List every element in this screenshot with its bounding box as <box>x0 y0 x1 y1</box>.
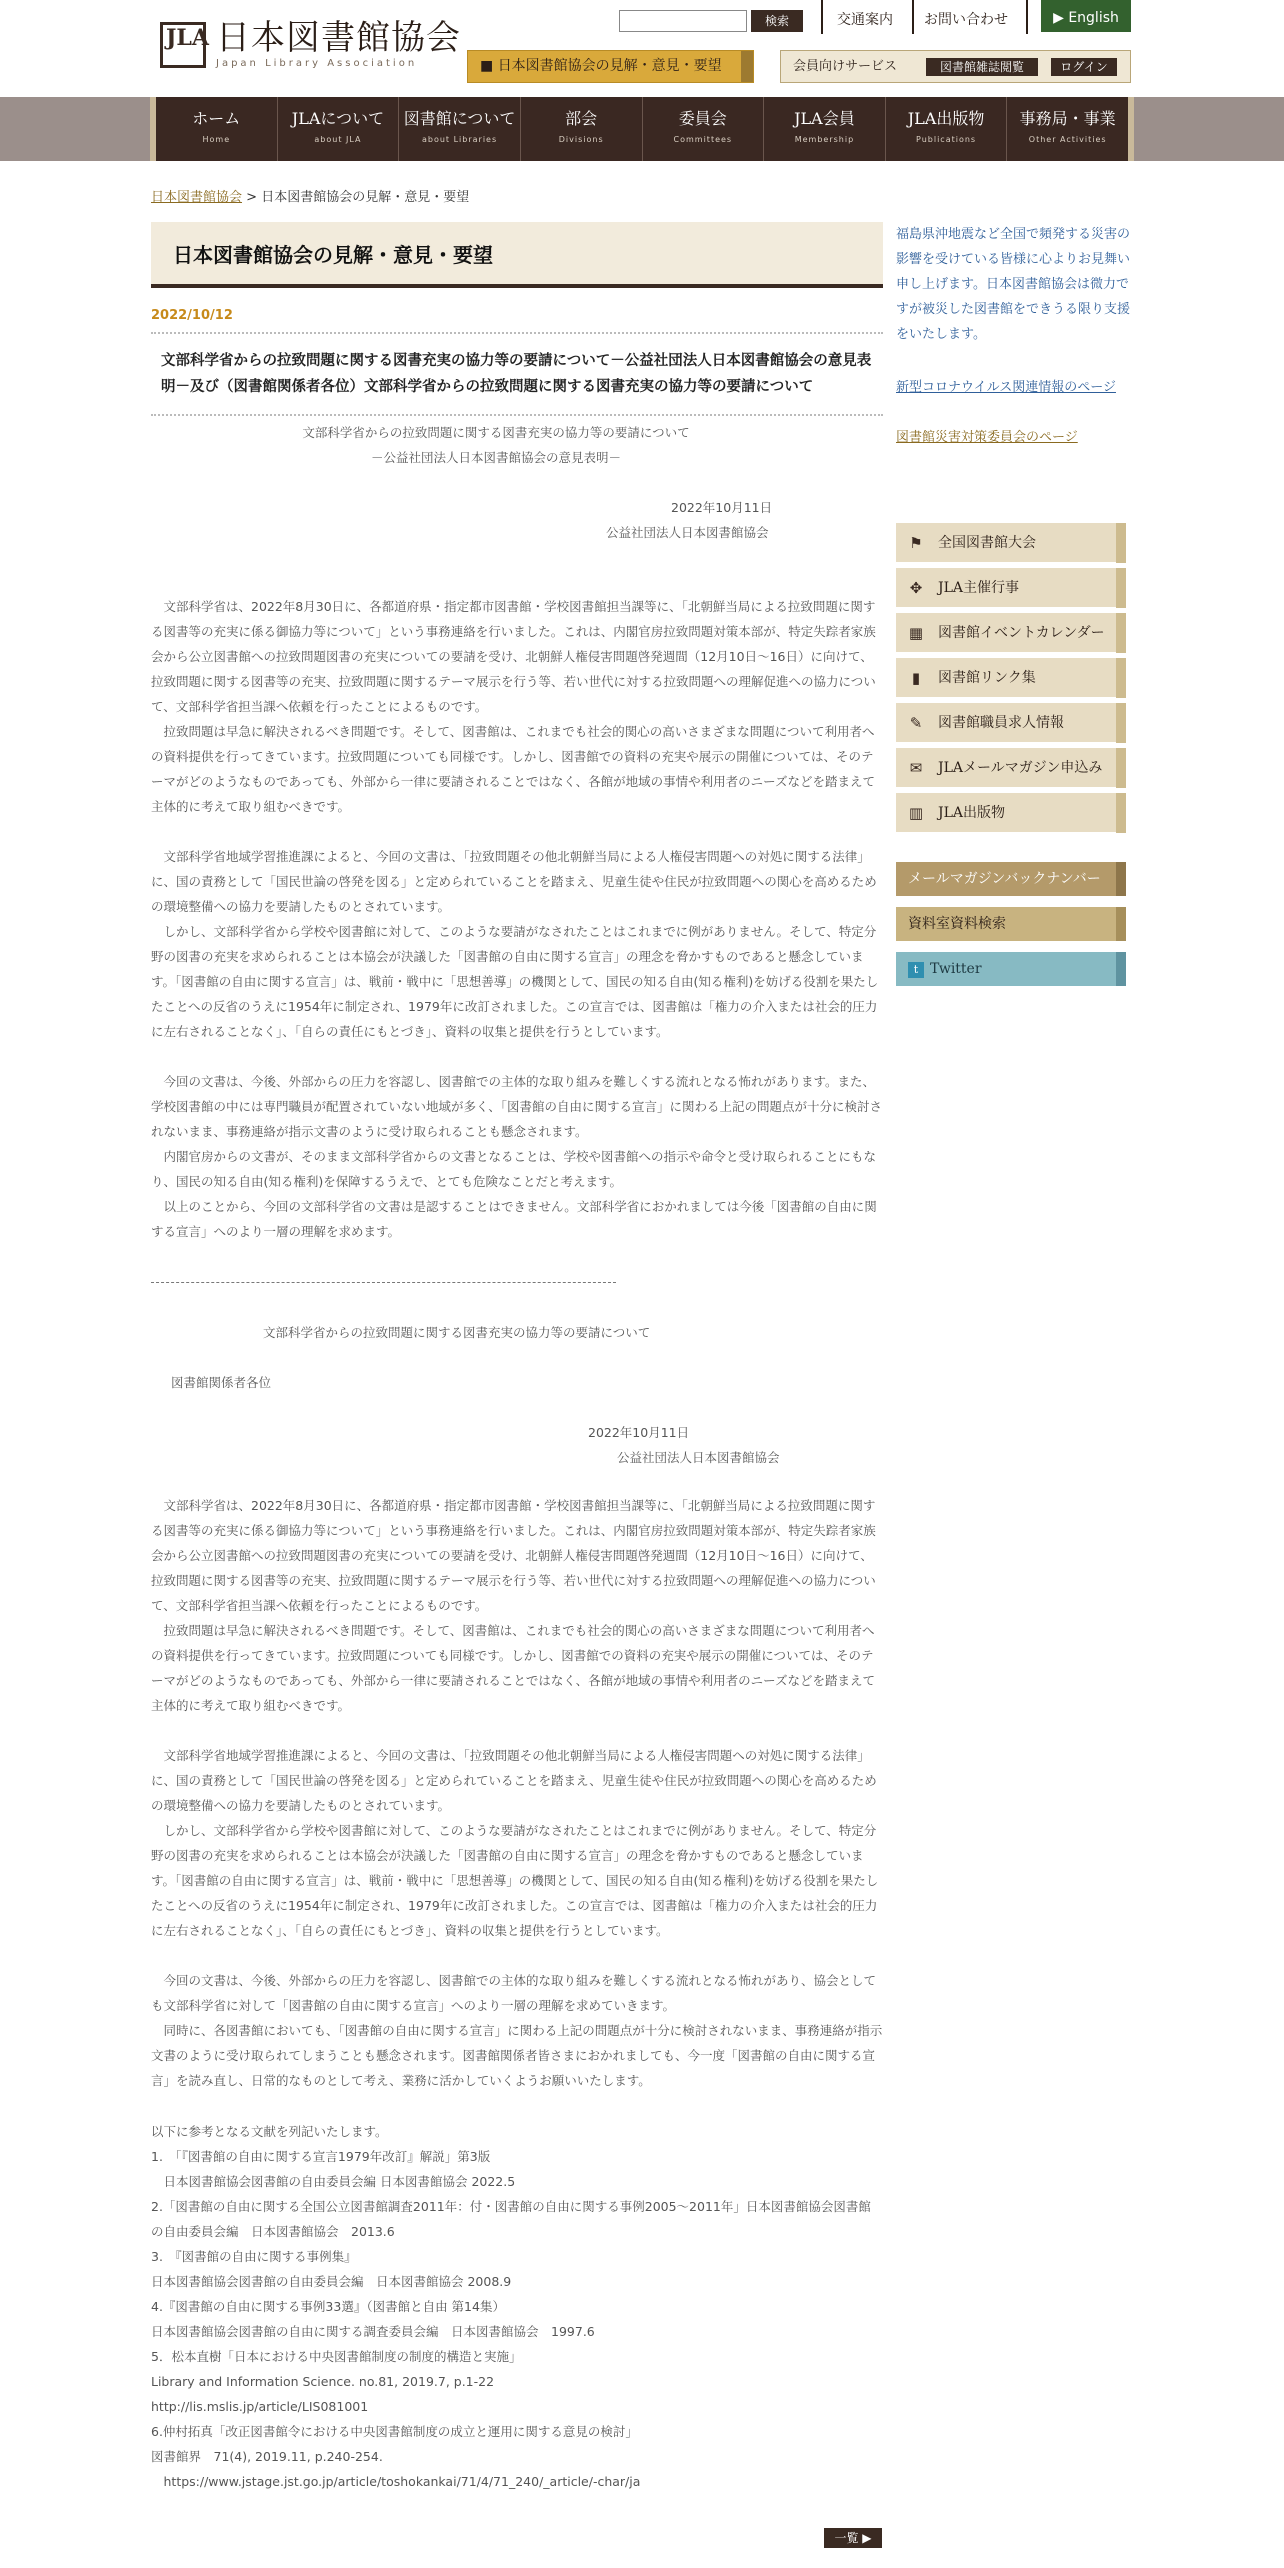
nav-sublabel: Other Activities <box>1028 135 1107 144</box>
article-body <box>151 1493 883 2093</box>
nav-sublabel: Membership <box>794 135 855 144</box>
divider <box>151 1282 616 1283</box>
login-button[interactable]: ログイン <box>1051 58 1117 76</box>
search-button[interactable]: 検索 <box>751 10 803 32</box>
nav-label: JLA会員 <box>794 109 855 128</box>
logo-name: 日本図書館協会 <box>216 18 461 58</box>
references <box>151 2119 883 2494</box>
button-label: Twitter <box>930 961 982 977</box>
nav-publications[interactable] <box>886 97 1008 161</box>
arrow-icon <box>1116 862 1126 896</box>
paragraph: 文部科学省地域学習推進課によると、今回の文書は、「拉致問題その他北朝鮮当局による人権侵害問題への対処に関する法律」に、国の責務として「国民世論の啓発を図る」と定められていることを踏まえ、児童生徒や住民が拉致問題への関心を高めるための環境整備への協力を要請したものとされています。 <box>151 1748 877 1813</box>
play-icon: ▶ <box>1053 10 1069 26</box>
nav-label: 委員会 <box>678 109 727 128</box>
covid-info-link[interactable]: 新型コロナウイルス関連情報のページ <box>896 380 1116 395</box>
divider <box>821 0 823 34</box>
date-line: 2022年10月11日 <box>671 500 773 515</box>
nav-divisions[interactable] <box>521 97 643 161</box>
member-service-label: 会員向けサービス <box>793 59 898 74</box>
reference-line: 6.仲村拓真「改正図書館令における中央図書館制度の成立と運用に関する意見の検討」 <box>151 2424 638 2439</box>
reference-line: 5．松本直樹「日本における中央図書館制度の制度的構造と実施」 <box>151 2349 522 2364</box>
breadcrumb-home[interactable]: 日本図書館協会 <box>151 190 243 205</box>
subtitle: 文部科学省からの拉致問題に関する図書充実の協力等の要請について <box>263 1325 651 1340</box>
logo[interactable] <box>160 20 461 69</box>
sidebar-notice: 福島県沖地震など全国で頻発する災害の影響を受けている皆様に心よりお見舞い申し上げます。日本図書館協会は微力ですが被災した図書館をできうる限り支援をいたします。 <box>896 227 1131 342</box>
breadcrumb-current: 日本図書館協会の見解・意見・要望 <box>261 190 470 205</box>
reference-line: 3. 『図書館の自由に関する事例集』 <box>151 2249 357 2264</box>
main-nav <box>150 97 1134 161</box>
sidebar-item-label: 全国図書館大会 <box>938 535 1036 551</box>
sidebar-item-label: JLA主催行事 <box>938 580 1020 596</box>
reference-link[interactable]: https://www.jstage.jst.go.jp/article/toshokankai/71/4/71_240/_article/-char/ja <box>151 2474 641 2489</box>
divider <box>912 0 914 34</box>
date-line: 2022年10月11日 <box>588 1425 690 1440</box>
article-title: 文部科学省からの拉致問題に関する図書充実の協力等の要請について－公益社団法人日本図書館協会の意見表明－及び（図書館関係者各位）文部科学省からの拉致問題に関する図書充実の協力等の要請について <box>151 332 883 416</box>
reference-line: 図書館界 71(4), 2019.11, p.240-254. <box>151 2449 383 2464</box>
arrow-icon <box>1116 703 1126 743</box>
book-icon: ▮ <box>911 669 921 687</box>
post-date: 2022/10/12 <box>151 308 233 323</box>
article-body <box>151 594 883 1244</box>
nav-sublabel: Committees <box>673 135 733 144</box>
member-service-bar <box>780 50 1131 83</box>
nav-sublabel: Divisions <box>558 135 604 144</box>
reference-line: 日本図書館協会図書館の自由委員会編 日本図書館協会 2008.9 <box>151 2274 512 2289</box>
sidebar-item-mailmag[interactable] <box>896 748 1126 790</box>
subtitle: 文部科学省からの拉致問題に関する図書充実の協力等の要請について <box>302 425 690 440</box>
calendar-icon: ▦ <box>908 624 924 642</box>
page-title: 日本図書館協会の見解・意見・要望 <box>151 222 883 288</box>
sidebar-item-publications[interactable] <box>896 793 1126 835</box>
sidebar-item-label: 図書館職員求人情報 <box>938 715 1064 731</box>
access-link[interactable]: 交通案内 <box>837 12 893 28</box>
books-icon: ▥ <box>908 804 924 822</box>
arrow-icon <box>1116 613 1126 653</box>
paragraph: 文部科学省地域学習推進課によると、今回の文書は、「拉致問題その他北朝鮮当局による人権侵害問題への対処に関する法律」に、国の責務として「国民世論の啓発を図る」と定められていることを踏まえ、児童生徒や住民が拉致問題への関心を高めるための環境整備への協力を要請したものとされています。 <box>151 849 877 914</box>
paragraph: しかし、文部科学省から学校や図書館に対して、このような要請がなされたことはこれまでに例がありません。そして、特定分野の図書の充実を求められることは本協会が決議した「図書館の自由に関する宣言」の理念を脅かすものであると懸念しています。「図書館の自由に関する宣言」は、戦前・戦中に「思想善導」の機関として、国民の知る自由(知る権利)を妨げる役割を果たしたことへの反省のうえに1954年に制定され、1979年に改訂されました。この宣言では、図書館は「権力の介入または社会的圧力に左右されることなく」、「自らの責任にもとづき」、資料の収集と提供を行うとしています。 <box>151 924 879 1039</box>
arrow-icon <box>1116 748 1126 788</box>
addressee: 図書館関係者各位 <box>171 1375 272 1390</box>
nav-label: ホーム <box>192 109 241 128</box>
org-line: 公益社団法人日本図書館協会 <box>617 1450 780 1465</box>
nav-sublabel: Publications <box>916 135 977 144</box>
paragraph: 以上のことから、今回の文部科学省の文書は是認することはできません。文部科学省におかれましては今後「図書館の自由に関する宣言」へのより一層の理解を求めます。 <box>151 1199 877 1239</box>
references-intro: 以下に参考となる文献を列記いたします。 <box>151 2124 388 2139</box>
mail-icon: ✉ <box>909 759 923 777</box>
org-line: 公益社団法人日本図書館協会 <box>606 525 769 540</box>
square-icon: ■ <box>480 58 498 74</box>
nav-label: JLAについて <box>291 109 385 128</box>
nav-label: JLA出版物 <box>907 109 985 128</box>
paragraph: 文部科学省は、2022年8月30日に、各都道府県・指定都市図書館・学校図書館担当課等に、「北朝鮮当局による拉致問題に関する図書等の充実に係る御協力等について」という事務連絡を行いました。これは、内閣官房拉致問題対策本部が、特定失踪者家族会から公立図書館への拉致問題図書の充実についての要請を受け、北朝鮮人権侵害問題啓発週間（12月10日～16日）に向けて、拉致問題に関する図書等の充実、拉致問題に関するテーマ展示を行う等、若い世代に対する拉致問題への理解促進への協力について、文部科学省担当課へ依頼を行ったことによるものです。 <box>151 1498 876 1613</box>
reference-line: 2.「図書館の自由に関する全国公立図書館調査2011年：付・図書館の自由に関する事例2005～2011年」日本図書館協会図書館の自由委員会編 日本図書館協会 2013.6 <box>151 2199 871 2239</box>
arrow-icon <box>1116 952 1126 986</box>
reference-line: 4.『図書館の自由に関する事例33選』（図書館と自由 第14集） <box>151 2299 505 2314</box>
nav-label: 事務局・事業 <box>1019 109 1116 128</box>
opinion-button[interactable] <box>467 50 754 83</box>
reference-line: 日本図書館協会図書館の自由委員会編 日本図書館協会 2022.5 <box>151 2174 516 2189</box>
logo-subtitle: Japan Library Association <box>216 58 418 69</box>
arrow-icon <box>1116 658 1126 698</box>
button-label: メールマガジンバックナンバー <box>908 871 1101 887</box>
sidebar-item-events[interactable] <box>896 568 1126 610</box>
reference-line: 日本図書館協会図書館の自由に関する調査委員会編 日本図書館協会 1997.6 <box>151 2324 595 2339</box>
back-label: 一覧 <box>834 2531 859 2545</box>
nav-about-libraries[interactable] <box>399 97 521 161</box>
logo-mark-text: JLA <box>166 24 209 51</box>
reference-line: Library and Information Science. no.81, 2019.7, p.1-22 <box>151 2374 495 2389</box>
nav-about-jla[interactable] <box>278 97 400 161</box>
arrow-icon <box>1116 568 1126 608</box>
nav-committees[interactable] <box>643 97 765 161</box>
breadcrumb <box>151 186 469 205</box>
nav-other-activities[interactable] <box>1007 97 1128 161</box>
paragraph: 内閣官房からの文書が、そのまま文部科学省からの文書となることは、学校や図書館への指示や命令と受け取られることにもなり、国民の知る自由(知る権利)を保障するうえで、とても危険なことだと考えます。 <box>151 1149 877 1189</box>
subtitle: －公益社団法人日本図書館協会の意見表明－ <box>370 450 621 465</box>
sidebar-item-calendar[interactable] <box>896 613 1126 655</box>
paragraph: 今回の文書は、今後、外部からの圧力を容認し、図書館での主体的な取り組みを難しくする流れとなる怖れがあり、協会としても文部科学省に対して「図書館の自由に関する宣言」へのより一層の理解を求めていきます。 <box>151 1973 877 2013</box>
opinion-label: 日本図書館協会の見解・意見・要望 <box>497 58 722 74</box>
sidebar-item-label: JLAメールマガジン申込み <box>938 760 1103 776</box>
button-label: 資料室資料検索 <box>908 916 1006 932</box>
mailmag-backnumber-button[interactable] <box>896 862 1126 896</box>
nav-label: 図書館について <box>403 109 516 128</box>
pen-icon: ✎ <box>909 714 923 732</box>
nav-sublabel: about Libraries <box>421 135 498 144</box>
arrow-icon <box>741 51 753 82</box>
sidebar-item-links[interactable] <box>896 658 1126 700</box>
header <box>0 0 1284 97</box>
disaster-committee-link[interactable]: 図書館災害対策委員会のページ <box>896 430 1078 445</box>
play-icon: ▶ <box>862 2531 872 2545</box>
paragraph: 同時に、各図書館においても、「図書館の自由に関する宣言」に関わる上記の問題点が十分に検討されないまま、事務連絡が指示文書のように受け取られてしまうことも懸念されます。図書館関係者皆さまにおかれましても、今一度「図書館の自由に関する宣言」を読み直し、日常的なものとして考え、業務に活かしていくようお願いいたします。 <box>151 2023 883 2088</box>
back-to-list-button[interactable] <box>824 2528 882 2548</box>
sidebar-item-label: 図書館リンク集 <box>938 670 1036 686</box>
nav-membership[interactable] <box>764 97 886 161</box>
breadcrumb-separator: > <box>242 190 262 205</box>
paragraph: しかし、文部科学省から学校や図書館に対して、このような要請がなされたことはこれまでに例がありません。そして、特定分野の図書の充実を求められることは本協会が決議した「図書館の自由に関する宣言」の理念を脅かすものであると懸念しています。「図書館の自由に関する宣言」は、戦前・戦中に「思想善導」の機関として、国民の知る自由(知る権利)を妨げる役割を果たしたことへの反省のうえに1954年に制定され、1979年に改訂されました。この宣言では、図書館は「権力の介入または社会的圧力に左右されることなく」、「自らの責任にもとづき」、資料の収集と提供を行うとしています。 <box>151 1823 879 1938</box>
paragraph: 今回の文書は、今後、外部からの圧力を容認し、図書館での主体的な取り組みを難しくする流れとなる怖れがあります。また、学校図書館の中には専門職員が配置されていない地域が多く、「図書館の自由に関する宣言」に関わる上記の問題点が十分に検討されないまま、事務連絡が指示文書のように受け取られることも懸念されます。 <box>151 1074 883 1139</box>
nav-sublabel: Home <box>202 135 231 144</box>
search-input[interactable] <box>619 10 747 32</box>
nav-label: 部会 <box>565 109 598 128</box>
sidebar-item-jobs[interactable] <box>896 703 1126 745</box>
arrow-icon <box>1116 793 1126 833</box>
english-label: English <box>1068 10 1119 26</box>
contact-link[interactable]: お問い合わせ <box>924 12 1008 28</box>
twitter-icon: t <box>908 962 924 978</box>
logo-mark <box>160 22 209 68</box>
divider <box>1026 0 1028 34</box>
puzzle-icon: ✥ <box>909 579 923 597</box>
sidebar-item-label: JLA出版物 <box>938 805 1006 821</box>
reference-link[interactable]: http://lis.mslis.jp/article/LIS081001 <box>151 2399 369 2414</box>
arrow-icon <box>1116 523 1126 563</box>
paragraph: 文部科学省は、2022年8月30日に、各都道府県・指定都市図書館・学校図書館担当課等に、「北朝鮮当局による拉致問題に関する図書等の充実に係る御協力等について」という事務連絡を行いました。これは、内閣官房拉致問題対策本部が、特定失踪者家族会から公立図書館への拉致問題図書の充実についての要請を受け、北朝鮮人権侵害問題啓発週間（12月10日～16日）に向けて、拉致問題に関する図書等の充実、拉致問題に関するテーマ展示を行う等、若い世代に対する拉致問題への理解促進への協力について、文部科学省担当課へ依頼を行ったことによるものです。 <box>151 599 876 714</box>
flag-icon: ⚑ <box>909 534 923 552</box>
sidebar-item-conference[interactable] <box>896 523 1126 565</box>
paragraph: 拉致問題は早急に解決されるべき問題です。そして、図書館は、これまでも社会的関心の高いさまざまな問題について利用者への資料提供を行ってきています。拉致問題についても同様です。しかし、図書館での資料の充実や展示の開催については、そのテーマがどのようなものであっても、外部から一律に要請されることではなく、各館が地域の事情や利用者のニーズなどを踏まえて主体的に考えて取り組むべきです。 <box>151 724 876 814</box>
journal-button[interactable]: 図書館雑誌閲覧 <box>926 58 1038 76</box>
reference-line: 1. 「『図書館の自由に関する宣言1979年改訂』解説」第3版 <box>151 2149 491 2164</box>
english-button[interactable] <box>1041 0 1131 32</box>
material-search-button[interactable] <box>896 907 1126 941</box>
sidebar-item-label: 図書館イベントカレンダー <box>938 625 1105 641</box>
arrow-icon <box>1116 907 1126 941</box>
paragraph: 拉致問題は早急に解決されるべき問題です。そして、図書館は、これまでも社会的関心の高いさまざまな問題について利用者への資料提供を行ってきています。拉致問題についても同様です。しかし、図書館での資料の充実や展示の開催については、そのテーマがどのようなものであっても、外部から一律に要請されることではなく、各館が地域の事情や利用者のニーズなどを踏まえて主体的に考えて取り組むべきです。 <box>151 1623 876 1713</box>
nav-home[interactable] <box>156 97 278 161</box>
twitter-button[interactable] <box>896 952 1126 986</box>
nav-sublabel: about JLA <box>314 135 362 144</box>
